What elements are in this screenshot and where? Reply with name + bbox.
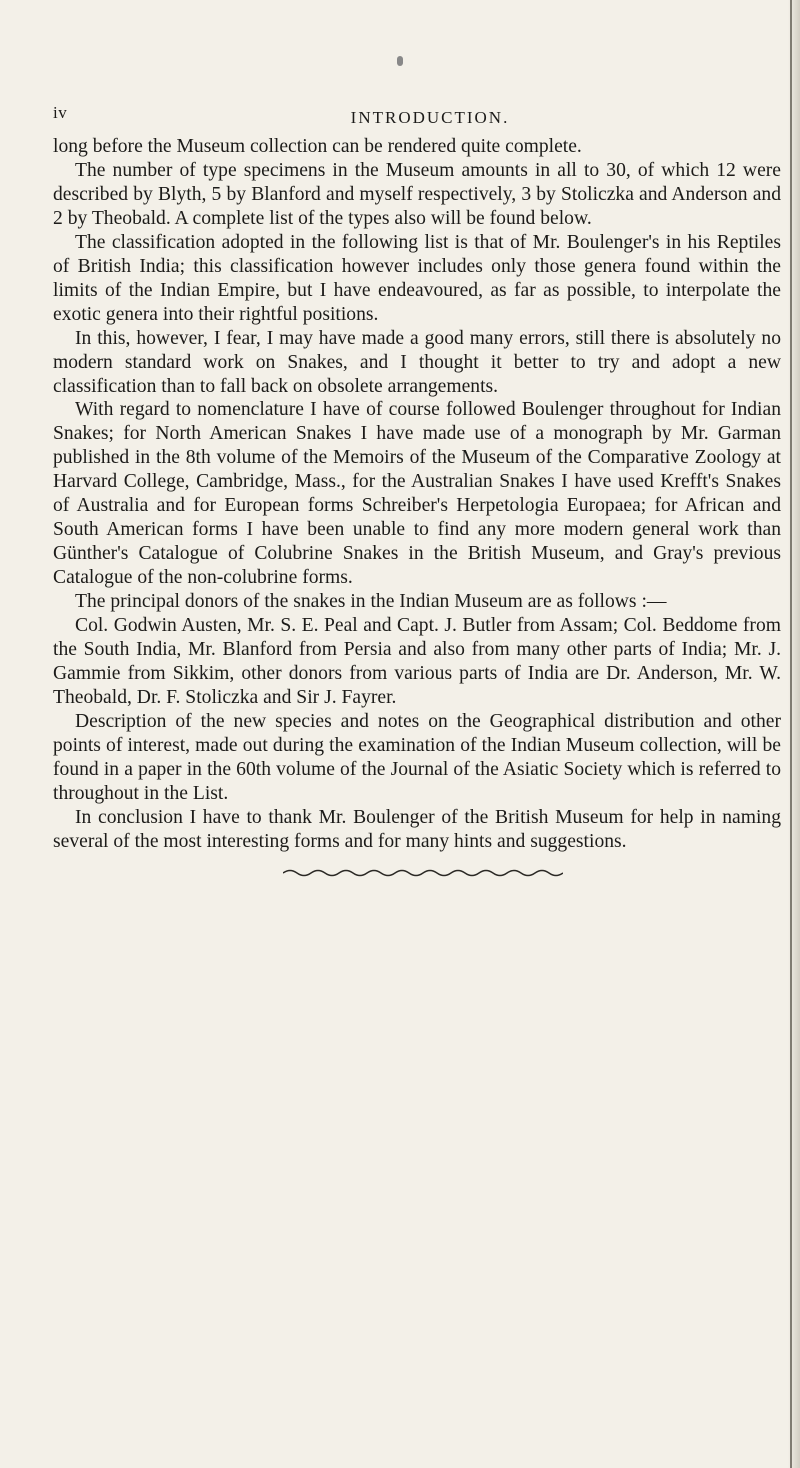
- running-head: INTRODUCTION.: [350, 108, 510, 127]
- paragraph-donors-intro: The principal donors of the snakes in the Indian Museum are as follows :—: [75, 591, 667, 613]
- paragraph-description: Description of the new species and notes on the Geographical distribution and other points of interest, made out during the examination of the Indian Museum collection, will be found in a paper in the 60th volume of the Journal of the Asiatic Society which is referred to throughout in the List.: [53, 710, 781, 804]
- body-text: [53, 135, 781, 878]
- paragraph-donors-list: Col. Godwin Austen, Mr. S. E. Peal and Capt. J. Butler from Assam; Col. Beddome from the South India, Mr. Blanford from Persia and also from many other parts of India; Mr. J. Gammie from Sikkim, other donors from various parts of India are Dr. Anderson, Mr. W. Theobald, Dr. F. Stoliczka and Sir J. Fayrer.: [53, 615, 781, 708]
- wavy-rule-ornament: [283, 868, 563, 878]
- page-number: iv: [53, 103, 68, 122]
- paragraph-classification: The classification adopted in the following list is that of Mr. Boulenger's in his Reptiles of British India; this classification however includes only those genera found within the limits of the Indian Empire, but I have endeavoured, as far as possible, to interpolate the exotic genera into their rightful positions.: [53, 231, 781, 325]
- page-edge-line: [790, 0, 792, 1468]
- paragraph-continuation: long before the Museum collection can be rendered quite complete.: [53, 136, 582, 157]
- paragraph-errors: In this, however, I fear, I may have made a good many errors, still there is absolutely no modern standard work on Snakes, and I thought it better to try and adopt a new classification than to fall back on obsolete arrangements.: [53, 327, 781, 397]
- paragraph-conclusion: In conclusion I have to thank Mr. Boulenger of the British Museum for help in naming several of the most interesting forms and for many hints and suggestions.: [53, 806, 781, 852]
- paragraph-type-specimens: The number of type specimens in the Museum amounts in all to 30, of which 12 were described by Blyth, 5 by Blanford and myself respectively, 3 by Stoliczka and Anderson and 2 by Theobald. A complete list of the types also will be found below.: [53, 159, 781, 229]
- paragraph-nomenclature: With regard to nomenclature I have of course followed Boulenger throughout for Indian Snakes; for North American Snakes I have made use of a monograph by Mr. Garman published in the 8th volume of the Memoirs of the Museum of the Comparative Zoology at Harvard College, Cambridge, Mass., for the Australian Snakes I have used Krefft's Snakes of Australia and for European forms Schreiber's Herpetologia Europaea; for African and South American forms I have been unable to find any more modern general work than Günther's Catalogue of Colubrine Snakes in the British Museum, and Gray's previous Catalogue of the non-colubrine forms.: [53, 399, 781, 589]
- ink-spot: [397, 56, 403, 66]
